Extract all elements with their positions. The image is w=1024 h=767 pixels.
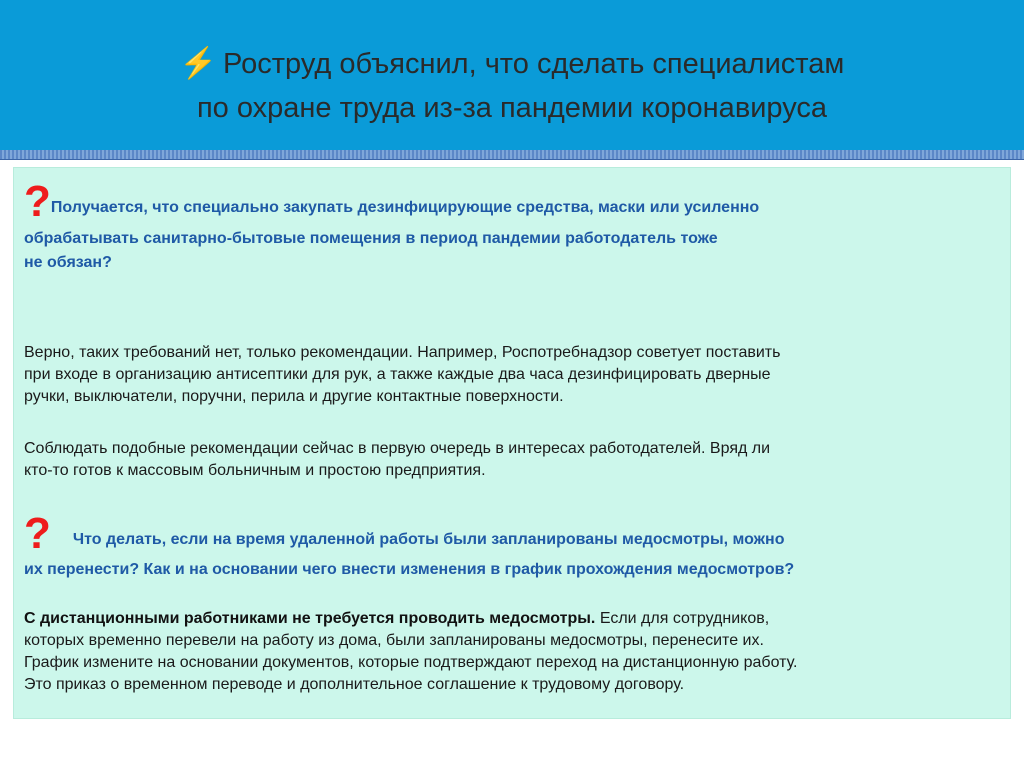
answer-1-line-1: Верно, таких требований нет, только рекомендации. Например, Роспотребнадзор советует поставить (24, 344, 781, 361)
answer-1-line-2: при входе в организацию антисептики для рук, а также каждые два часа дезинфицировать дверные (24, 366, 771, 383)
question-1-line-3: не обязан? (24, 254, 112, 271)
title-line-2: по охране труда из-за пандемии коронавируса (196, 92, 828, 124)
lightning-bolt-icon: ⚡ (179, 47, 218, 80)
answer-3-line-3: График измените на основании документов, которые подтверждают переход на дистанционную работу. (24, 654, 798, 671)
question-2 (24, 509, 795, 583)
answer-3-line-1-rest: Если для сотрудников, (595, 610, 770, 627)
content-panel (14, 168, 1010, 718)
answer-3 (24, 608, 984, 696)
answer-2-line-2: кто-то готов к массовым больничным и простою предприятия. (24, 462, 486, 479)
answer-3-line-4: Это приказ о временном переводе и дополнительное соглашение к трудовому договору. (24, 676, 685, 693)
question-2-line-2: их перенести? Как и на основании чего внести изменения в график прохождения медосмотров? (24, 561, 795, 578)
page-title (0, 42, 1024, 130)
answer-2 (24, 438, 984, 482)
answer-3-line-1 (24, 608, 984, 630)
question-1 (24, 177, 760, 275)
question-2-line-1: Что делать, если на время удаленной работы были запланированы медосмотры, можно (72, 531, 785, 548)
answer-1-line-3: ручки, выключатели, поручни, перила и другие контактные поверхности. (24, 388, 564, 405)
answer-1 (24, 342, 984, 408)
question-1-line-2: обрабатывать санитарно-бытовые помещения в период пандемии работодатель тоже (24, 230, 718, 247)
answer-2-line-1: Соблюдать подобные рекомендации сейчас в первую очередь в интересах работодателей. Вряд ли (24, 440, 771, 457)
header-divider (0, 150, 1024, 160)
header-bar (0, 0, 1024, 151)
answer-3-bold: С дистанционными работниками не требуется проводить медосмотры. (24, 610, 596, 627)
question-1-line-1: Получается, что специально закупать дезинфицирующие средства, маски или усиленно (50, 199, 760, 216)
answer-3-line-2: которых временно перевели на работу из дома, были запланированы медосмотры, перенесите их. (24, 632, 764, 649)
question-mark-icon: ? (24, 177, 51, 226)
title-line-1: ⚡ Роструд объяснил, что сделать специалистам (179, 47, 845, 80)
question-mark-icon: ? (24, 509, 51, 558)
